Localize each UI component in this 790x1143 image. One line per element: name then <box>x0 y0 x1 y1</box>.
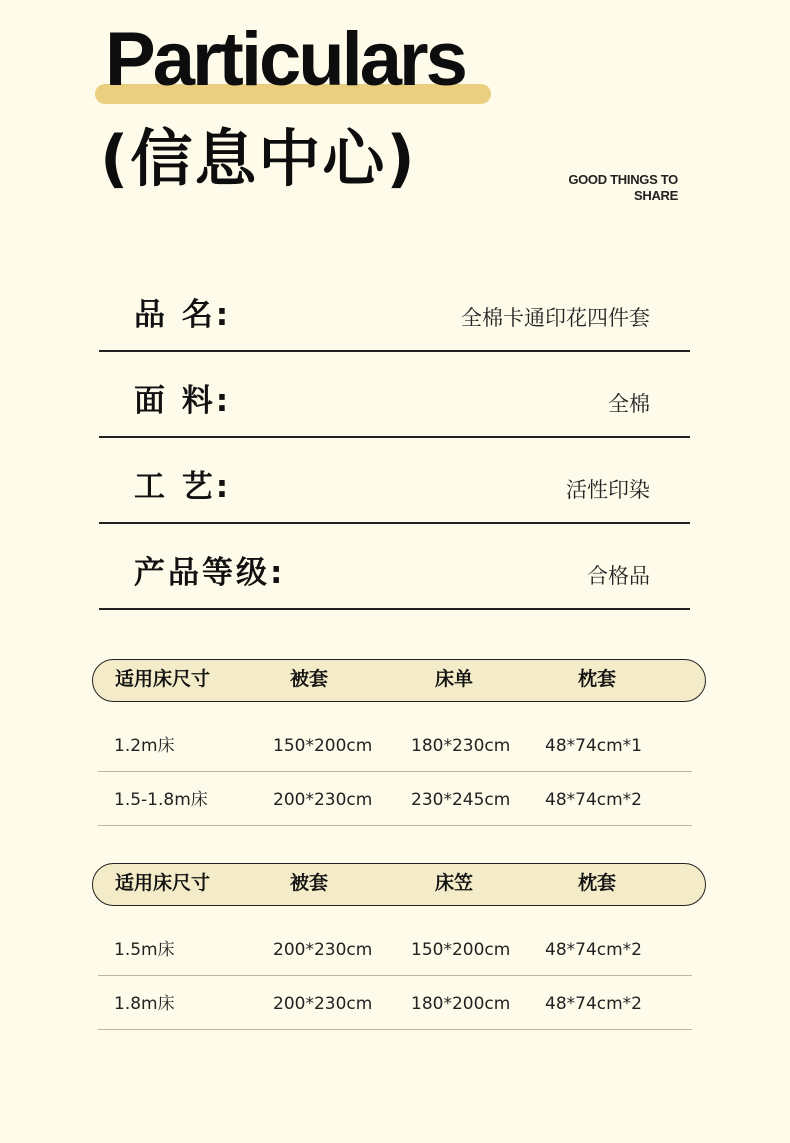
info-value: 全棉 <box>608 392 650 416</box>
table-cell: 200*230cm <box>273 790 373 810</box>
table-header-cell: 适用床尺寸 <box>115 668 211 690</box>
table-row <box>98 718 692 772</box>
product-info-list <box>99 266 690 610</box>
table-row <box>98 922 692 976</box>
table-cell: 48*74cm*2 <box>545 790 642 810</box>
table-row <box>98 772 692 826</box>
table-cell: 1.5-1.8m床 <box>114 790 208 810</box>
table-cell: 48*74cm*2 <box>545 994 642 1014</box>
info-label: 工 艺: <box>134 469 232 505</box>
title-block <box>95 17 495 104</box>
info-row-grade <box>99 524 690 610</box>
table-header-cell: 被套 <box>290 872 329 894</box>
table-header <box>92 863 706 906</box>
table-header <box>92 659 706 702</box>
table-body <box>98 922 692 1030</box>
table-header-cell: 枕套 <box>578 668 617 690</box>
size-table-2 <box>92 863 706 1030</box>
tagline <box>568 172 678 204</box>
info-value: 全棉卡通印花四件套 <box>461 306 650 330</box>
table-cell: 150*200cm <box>411 940 511 960</box>
table-cell: 150*200cm <box>273 736 373 756</box>
info-label: 品 名: <box>134 297 232 333</box>
page-title: Particulars <box>105 17 465 102</box>
table-header-cell: 适用床尺寸 <box>115 872 211 894</box>
table-header-cell: 枕套 <box>578 872 617 894</box>
table-cell: 1.8m床 <box>114 994 175 1014</box>
size-table-1 <box>92 659 706 826</box>
table-cell: 1.5m床 <box>114 940 175 960</box>
table-row <box>98 976 692 1030</box>
tagline-line-2: SHARE <box>633 188 678 203</box>
info-row-name <box>99 266 690 352</box>
page-subtitle: (信息中心) <box>100 122 417 195</box>
table-header-cell: 床单 <box>435 668 474 690</box>
table-cell: 48*74cm*2 <box>545 940 642 960</box>
table-cell: 200*230cm <box>273 940 373 960</box>
info-label: 面 料: <box>134 383 232 419</box>
table-cell: 48*74cm*1 <box>545 736 642 756</box>
info-value: 活性印染 <box>566 478 650 502</box>
tagline-line-1: GOOD THINGS TO <box>568 172 678 187</box>
info-label: 产品等级: <box>134 555 286 591</box>
info-value: 合格品 <box>587 564 650 588</box>
table-body <box>98 718 692 826</box>
table-header-cell: 被套 <box>290 668 329 690</box>
table-cell: 200*230cm <box>273 994 373 1014</box>
table-header-cell: 床笠 <box>435 872 474 894</box>
table-cell: 180*200cm <box>411 994 511 1014</box>
table-cell: 1.2m床 <box>114 736 175 756</box>
table-cell: 230*245cm <box>411 790 511 810</box>
info-row-fabric <box>99 352 690 438</box>
info-row-process <box>99 438 690 524</box>
table-cell: 180*230cm <box>411 736 511 756</box>
